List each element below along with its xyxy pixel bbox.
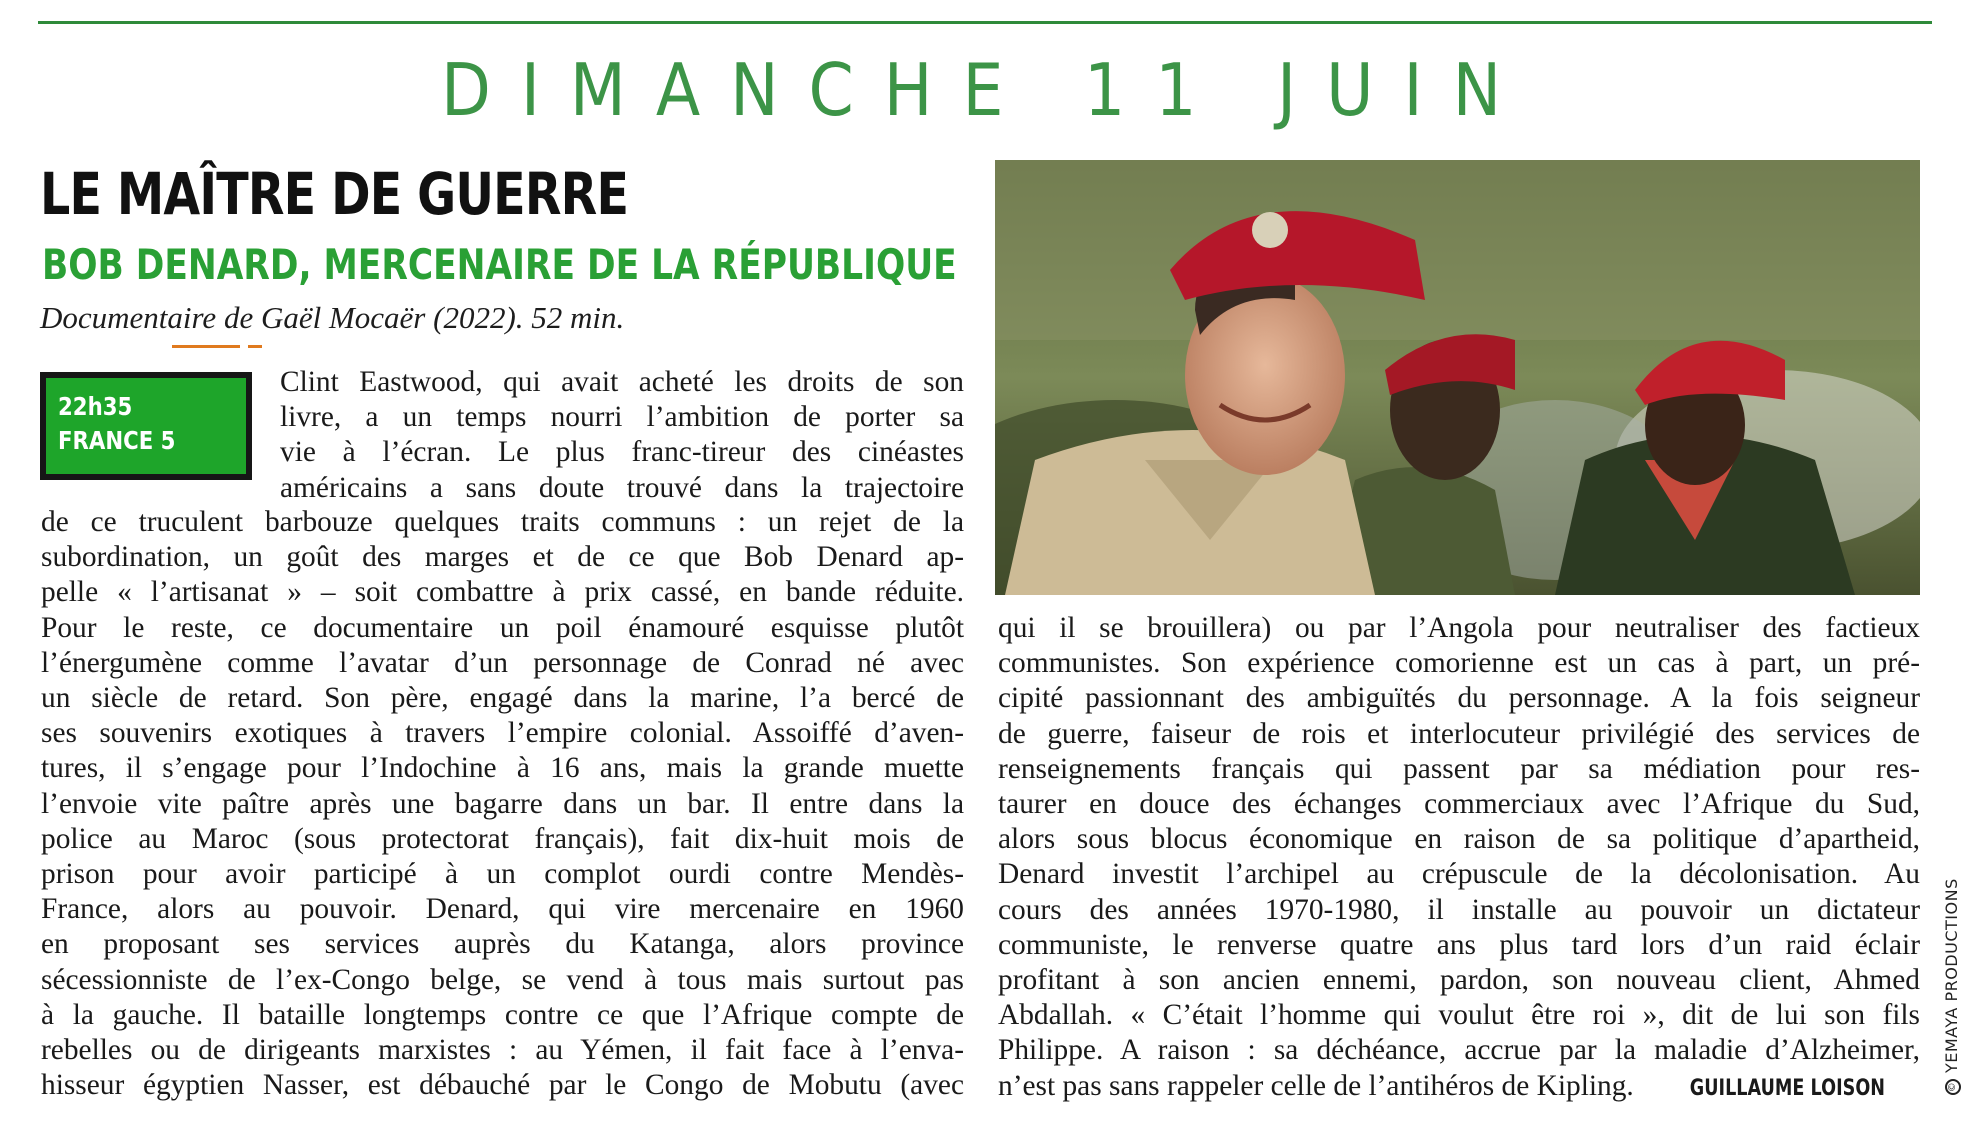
text-line: communistes. Son expérience comorienne est un cas à part, un pré- bbox=[998, 647, 1920, 680]
text-line: un siècle de retard. Son père, engagé dans la marine, l’a bercé de bbox=[41, 682, 964, 715]
text-line: renseignements français qui passent par sa médiation pour res- bbox=[998, 752, 1920, 785]
text-line: à la gauche. Il bataille longtemps contre ce que l’Afrique compte de bbox=[41, 998, 964, 1031]
text-line: France, alors au pouvoir. Denard, qui vire mercenaire en 1960 bbox=[41, 893, 964, 926]
copyright-icon: © bbox=[1945, 1079, 1961, 1095]
article-title: LE MAÎTRE DE GUERRE bbox=[40, 160, 629, 228]
text-line: prison pour avoir participé à un complot ourdi contre Mendès- bbox=[41, 858, 964, 891]
text-line: hisseur égyptien Nasser, est débauché par le Congo de Mobutu (avec bbox=[41, 1069, 964, 1102]
text-line: rebelles ou de dirigeants marxistes : au Yémen, il fait face à l’enva- bbox=[41, 1034, 964, 1067]
article-subtitle: BOB DENARD, MERCENAIRE DE LA RÉPUBLIQUE bbox=[42, 240, 957, 289]
text-line: Abdallah. « C’était l’homme qui voulut être roi », dit de lui son fils bbox=[998, 999, 1920, 1032]
text-line: l’envoie vite paître après une bagarre dans un bar. Il entre dans la bbox=[41, 787, 964, 820]
program-credits: Documentaire de Gaël Mocaër (2022). 52 min. bbox=[40, 300, 625, 335]
column-2 bbox=[998, 611, 1920, 1106]
text-line: cipité passionnant des ambiguïtés du personnage. A la fois seigneur bbox=[998, 682, 1920, 715]
text-line: ses souvenirs exotiques à travers l’empire colonial. Assoiffé d’aven- bbox=[41, 717, 964, 750]
text-line: sécessionniste de l’ex-Congo belge, se vend à tous mais surtout pas bbox=[41, 963, 964, 996]
text-line: taurer en douce des échanges commerciaux avec l’Afrique du Sud, bbox=[998, 788, 1920, 821]
text-line: cours des années 1970-1980, il installe au pouvoir un dictateur bbox=[998, 893, 1920, 926]
underline-mark bbox=[248, 345, 262, 348]
top-rule bbox=[38, 21, 1932, 24]
text-line: Pour le reste, ce documentaire un poil énamouré esquisse plutôt bbox=[41, 611, 964, 644]
text-line: alors sous blocus économique en raison de sa politique d’apartheid, bbox=[998, 823, 1920, 856]
text-line: qui il se brouillera) ou par l’Angola pour neutraliser des factieux bbox=[998, 612, 1920, 644]
text-line: livre, a un temps nourri l’ambition de porter sa bbox=[280, 401, 964, 434]
broadcast-channel: FRANCE 5 bbox=[58, 426, 176, 455]
broadcast-time: 22h35 bbox=[58, 392, 133, 421]
text-line: Denard investit l’archipel au crépuscule de la décolonisation. Au bbox=[998, 858, 1920, 891]
text-line: en proposant ses services auprès du Katanga, alors province bbox=[41, 928, 964, 961]
photo-credit bbox=[1942, 878, 1961, 1095]
byline: GUILLAUME LOISON bbox=[1689, 1075, 1886, 1101]
article-photo bbox=[995, 160, 1920, 595]
text-line: profitant à son ancien ennemi, pardon, son nouveau client, Ahmed bbox=[998, 964, 1920, 997]
schedule-inner bbox=[46, 378, 246, 474]
text-line: Clint Eastwood, qui avait acheté les droits de son bbox=[280, 366, 964, 398]
column-1-wrap bbox=[280, 365, 964, 506]
text-line: l’énergumène comme l’avatar d’un personnage de Conrad né avec bbox=[41, 646, 964, 679]
text-line: subordination, un goût des marges et de ce que Bob Denard ap- bbox=[41, 541, 964, 574]
text-line-last bbox=[998, 1069, 1920, 1106]
text-line: pelle « l’artisanat » – soit combattre à prix cassé, en bande réduite. bbox=[41, 576, 964, 609]
text-line: police au Maroc (sous protectorat français), fait dix-huit mois de bbox=[41, 822, 964, 855]
closing-text: n’est pas sans rappeler celle de l’antihéros de Kipling. bbox=[998, 1069, 1634, 1102]
photo-credit-text: YEMAYA PRODUCTIONS bbox=[1942, 878, 1961, 1073]
text-line: de ce truculent barbouze quelques traits communs : un rejet de la bbox=[41, 506, 964, 538]
text-line: vie à l’écran. Le plus franc-tireur des cinéastes bbox=[280, 436, 964, 469]
photo-illustration bbox=[995, 160, 1920, 595]
schedule-box bbox=[40, 372, 252, 480]
date-header: DIMANCHE 11 JUIN bbox=[440, 48, 1532, 132]
text-line: de guerre, faiseur de rois et interlocuteur privilégié des services de bbox=[998, 717, 1920, 750]
text-line: communiste, le renverse quatre ans plus tard lors d’un raid éclair bbox=[998, 928, 1920, 961]
text-line: Philippe. A raison : sa déchéance, accrue par la maladie d’Alzheimer, bbox=[998, 1034, 1920, 1067]
text-line: américains a sans doute trouvé dans la trajectoire bbox=[280, 471, 964, 504]
underline-mark bbox=[172, 345, 240, 348]
column-1 bbox=[41, 505, 964, 1103]
text-line: tures, il s’engage pour l’Indochine à 16 ans, mais la grande muette bbox=[41, 752, 964, 785]
